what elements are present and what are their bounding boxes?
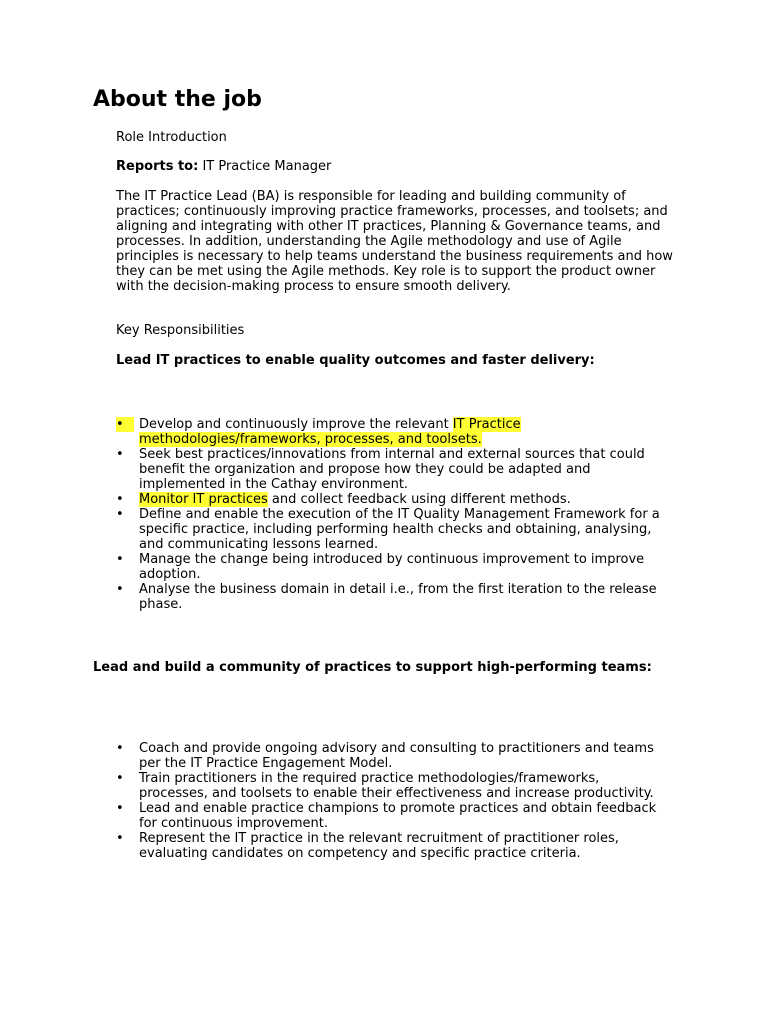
list-item: [116, 582, 661, 612]
list-item-text: Define and enable the execution of the IT Quality Management Framework for a specific practice, including performing health checks and obtaining, analysing, and communicating lessons learned.: [139, 507, 660, 552]
key-responsibilities-label: Key Responsibilities: [116, 323, 245, 338]
section1-list: [116, 417, 661, 612]
bullet-icon: •: [116, 801, 124, 816]
bullet-icon: •: [116, 492, 124, 507]
list-item: [116, 552, 661, 582]
list-item-text: and collect feedback using different methods.: [267, 492, 571, 507]
section2-list: [116, 741, 661, 861]
bullet-icon: •: [116, 507, 124, 522]
bullet-icon: •: [116, 771, 124, 786]
list-item: [116, 447, 661, 492]
bullet-icon: •: [116, 417, 134, 432]
list-item: [116, 741, 661, 771]
list-item-text: Analyse the business domain in detail i.e., from the first iteration to the release phase.: [139, 582, 657, 612]
bullet-icon: •: [116, 582, 124, 597]
role-introduction-label: Role Introduction: [116, 130, 227, 145]
highlighted-text: Monitor IT practices: [139, 492, 268, 507]
list-item-text: Develop and continuously improve the relevant: [139, 417, 453, 432]
section2-heading: Lead and build a community of practices to support high-performing teams:: [93, 660, 652, 675]
list-item-text: Lead and enable practice champions to promote practices and obtain feedback for continuous improvement.: [139, 801, 657, 831]
section1-heading: Lead IT practices to enable quality outcomes and faster delivery:: [116, 353, 595, 368]
list-item-text: Train practitioners in the required practice methodologies/frameworks, processes, and toolsets to enable their effectiveness and increase productivity.: [139, 771, 654, 801]
list-item-text: Seek best practices/innovations from internal and external sources that could benefit the organization and propose how they could be adapted and implemented in the Cathay environment.: [139, 447, 645, 492]
reports-to-value: IT Practice Manager: [198, 159, 332, 174]
reports-to-line: [116, 159, 676, 174]
bullet-icon: •: [116, 831, 124, 846]
list-item: [116, 831, 661, 861]
list-item: [116, 771, 661, 801]
list-item: [116, 492, 661, 507]
page-title: About the job: [93, 87, 262, 112]
reports-to-label: Reports to:: [116, 159, 199, 174]
list-item-text: Manage the change being introduced by continuous improvement to improve adoption.: [139, 552, 645, 582]
list-item-text: Represent the IT practice in the relevant recruitment of practitioner roles, evaluating candidates on competency and specific practice criteria.: [139, 831, 619, 861]
bullet-icon: •: [116, 552, 124, 567]
list-item: [116, 507, 661, 552]
intro-paragraph: The IT Practice Lead (BA) is responsible for leading and building community of practices; continuously improving practice frameworks, processes, and toolsets; and aligning and integrating with other IT practices, Planning & Governance teams, and processes. In addition, understanding the Agile methodology and use of Agile principles is necessary to help teams understand the business requirements and how they can be met using the Agile methods. Key role is to support the product owner with the decision-making process to ensure smooth delivery.: [116, 189, 673, 294]
list-item: [116, 417, 661, 447]
highlighted-text: IT Practice methodologies/frameworks, processes, and toolsets.: [139, 417, 521, 447]
list-item: [116, 801, 661, 831]
bullet-icon: •: [116, 741, 124, 756]
bullet-icon: •: [116, 447, 124, 462]
list-item-text: Coach and provide ongoing advisory and consulting to practitioners and teams per the IT Practice Engagement Model.: [139, 741, 654, 771]
